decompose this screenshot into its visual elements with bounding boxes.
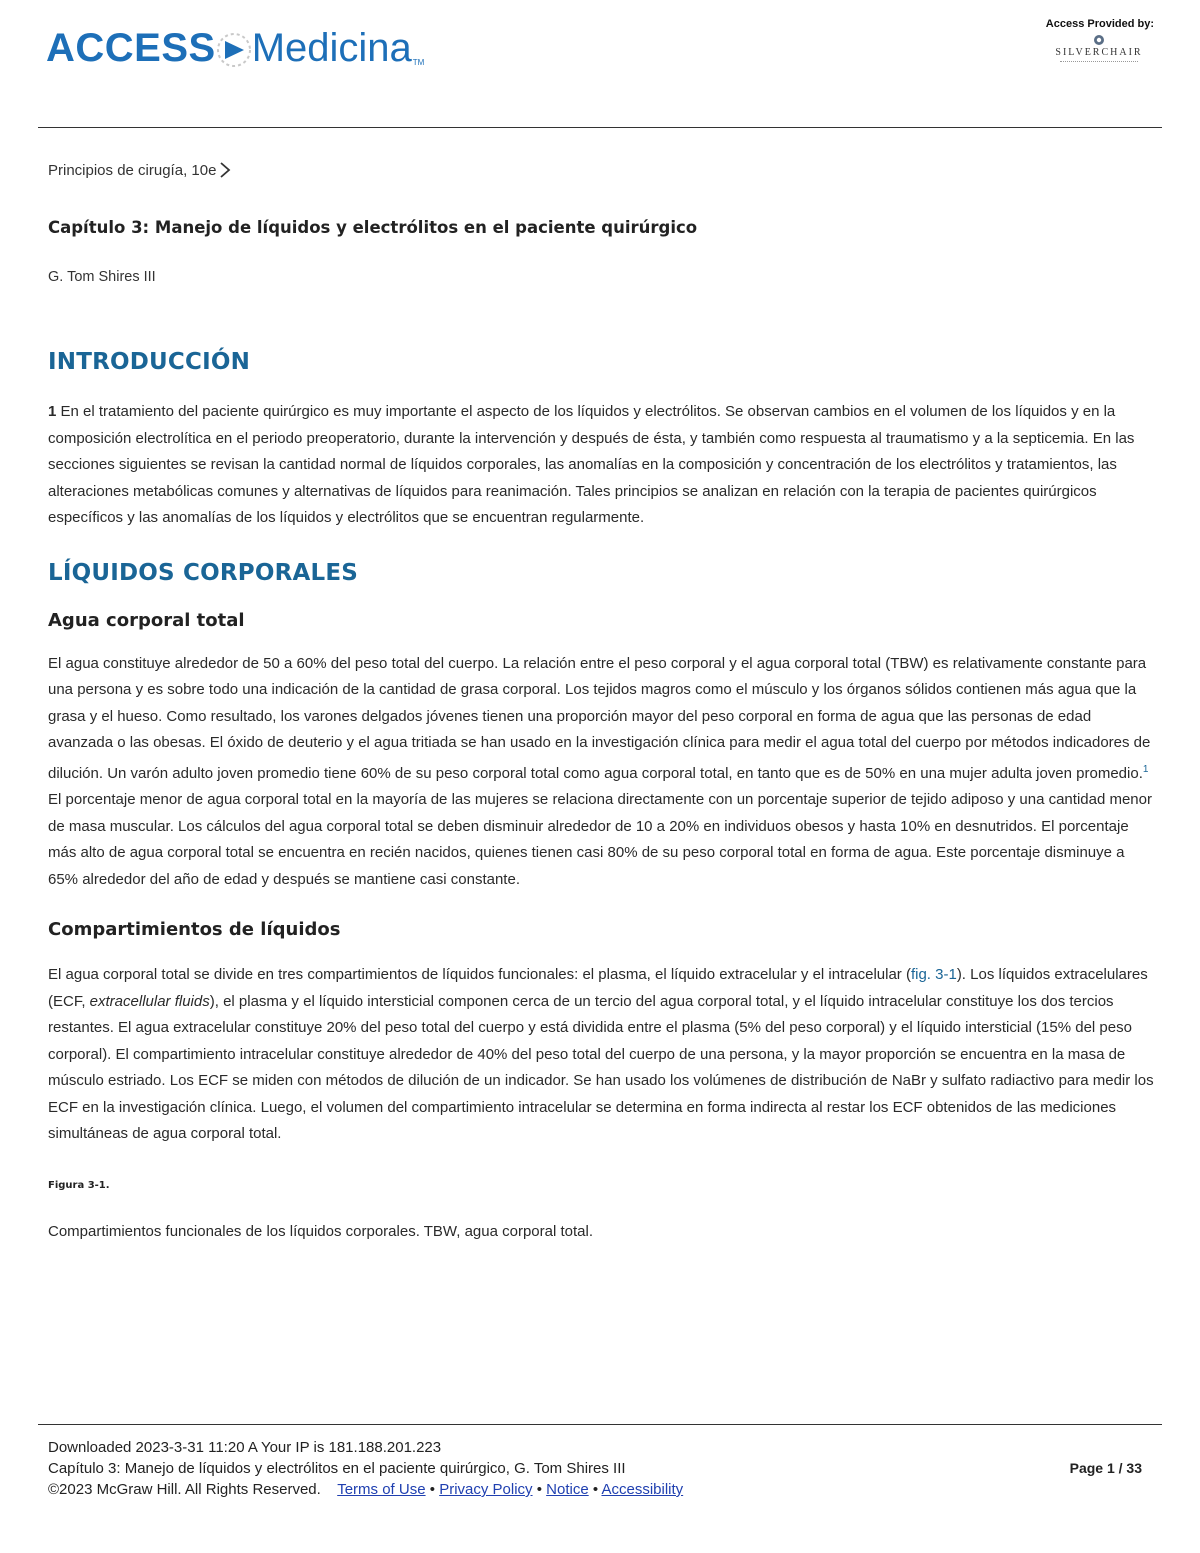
header-divider (38, 127, 1162, 128)
access-provided-by (1044, 18, 1154, 64)
subheading-compartimientos: Compartimientos de líquidos (48, 919, 341, 940)
breadcrumb[interactable] (48, 150, 1158, 190)
subheading-agua-corporal-total: Agua corporal total (48, 609, 245, 631)
section-heading-liquidos-corporales: LÍQUIDOS CORPORALES (48, 559, 359, 586)
figure-link[interactable]: fig. 3-1 (910, 966, 957, 983)
page-footer (48, 1437, 1152, 1500)
paragraph-agua-corporal-total (48, 651, 1158, 894)
key-point-number: 1 (48, 403, 57, 420)
section-heading-introduccion: INTRODUCCIÓN (48, 349, 251, 375)
accessibility-link[interactable]: Accessibility (601, 1481, 684, 1498)
logo-access-text: ACCESS (46, 26, 216, 70)
main-content (48, 150, 1158, 1240)
breadcrumb-book[interactable]: Principios de cirugía, 10e (48, 161, 217, 179)
chapter-title: Capítulo 3: Manejo de líquidos y electrólitos en el paciente quirúrgico (48, 218, 698, 237)
notice-link[interactable]: Notice (546, 1481, 589, 1498)
intro-text: En el tratamiento del paciente quirúrgico es muy importante el aspecto de los líquidos y electrólitos. Se observan cambios en el volumen de los líquidos y en la composición electrolítica en el periodo preoperatorio, durante la intervención y después de ésta, y también como respuesta al traumatismo y a la septicemia. En las secciones siguientes se revisan la cantidad normal de líquidos corporales, las anomalías en la composición y concentración de los electrólitos y tratamientos, las alteraciones metabólicas comunes y alternativas de líquidos para reanimación. Tales principios se analizan en relación con la terapia de pacientes quirúrgicos específicos y las anomalías de los líquidos y electrólitos que se encuentran regularmente. (48, 403, 1135, 526)
provided-by-label: Access Provided by: (1045, 18, 1154, 30)
chapter-author: G. Tom Shires III (48, 269, 156, 285)
paragraph-introduccion (48, 399, 1158, 532)
footer-divider (38, 1424, 1162, 1425)
figure-label: Figura 3-1. (48, 1179, 110, 1191)
footer-separator: • (592, 1481, 599, 1498)
logo-medicina-text: Medicina (251, 26, 412, 70)
footer-copyright-row (48, 1479, 1152, 1500)
agua-text-b: El porcentaje menor de agua corporal total en la mayoría de las mujeres se relaciona directamente con un porcentaje superior de tejido adiposo y una cantidad menor de masa muscular. Los cálculos del agua corporal total se deben disminuir alrededor de 10 a 20% en individuos obesos y hasta 10% en desnutridos. El porcentaje más alto de agua corporal total se encuentra en recién nacidos, quienes tienen casi 80% de su peso corporal total en forma de agua. Este porcentaje disminuye a 65% alrededor del año de edad y después se mantiene casi constante. (48, 791, 1152, 888)
logo-arrow-icon (216, 22, 252, 74)
provider-tagline-line (1060, 61, 1138, 64)
figure-caption: Compartimientos funcionales de los líquidos corporales. TBW, agua corporal total. (48, 1222, 594, 1240)
footer-separator: • (536, 1481, 542, 1498)
comp-text-b: ). Los líquidos extracelulares (ECF, (48, 966, 1148, 1010)
paragraph-compartimientos (48, 962, 1158, 1148)
copyright-text: ©2023 McGraw Hill. All Rights Reserved. (48, 1481, 321, 1498)
footer-separator: • (429, 1481, 436, 1498)
reference-link-1[interactable]: 1 (1142, 763, 1149, 775)
download-info: Downloaded 2023-3-31 11:20 A Your IP is 181.188.201.223 (48, 1439, 442, 1456)
page-number: Page 1 / 33 (1069, 1460, 1142, 1476)
logo-trademark: TM (412, 58, 425, 67)
agua-text-a: El agua constituye alrededor de 50 a 60% del peso total del cuerpo. La relación entre el peso corporal y el agua corporal total (TBW) es relativamente constante para una persona y es sobre todo una indicación de la cantidad de grasa corporal. Los tejidos magros como el músculo y los órganos sólidos contienen más agua que la grasa y el hueso. Como resultado, los varones delgados jóvenes tienen una proporción mayor del peso corporal en forma de agua que las personas de edad avanzada o las obesas. El óxido de deuterio y el agua tritiada se han usado en la investigación clínica para medir el agua total del cuerpo por métodos indicadores de dilución. Un varón adulto joven promedio tiene 60% de su peso corporal total como agua corporal total, en tanto que es de 50% en una mujer adulta joven promedio. (48, 654, 1151, 782)
provider-name: SILVERCHAIR (1055, 47, 1143, 58)
chevron-right-icon (218, 161, 232, 179)
footer-chapter-line: Capítulo 3: Manejo de líquidos y electrólitos en el paciente quirúrgico, G. Tom Shires III (48, 1460, 626, 1477)
privacy-policy-link[interactable]: Privacy Policy (439, 1481, 533, 1498)
accessmedicina-logo[interactable] (46, 22, 424, 82)
terms-of-use-link[interactable]: Terms of Use (337, 1481, 426, 1498)
page-header (0, 0, 1200, 128)
comp-italic-term: extracellular fluids (89, 992, 210, 1010)
provider-seal-icon (1093, 33, 1105, 45)
comp-text-a: El agua corporal total se divide en tres compartimientos de líquidos funcionales: el plasma, el líquido extracelular y el intracelular ( (48, 966, 911, 983)
comp-text-c: ), el plasma y el líquido intersticial componen cerca de un tercio del agua corporal total, y el líquido intracelular constituye los dos tercios restantes. El agua extracelular constituye 20% del peso total del cuerpo y está dividida entre el plasma (5% del peso corporal) y el líquido intersticial (15% del peso corporal). El compartimiento intracelular constituye alrededor de 40% del peso total del cuerpo de una persona, y la mayor proporción se encuentra en la masa de músculo estriado. Los ECF se miden con métodos de dilución de un indicador. Se han usado los volúmenes de distribución de NaBr y sulfato radiactivo para medir los ECF en la investigación clínica. Luego, el volumen del compartimiento intracelular se determina en forma indirecta al restar los ECF obtenidos de las mediciones simultáneas de agua corporal total. (48, 992, 1154, 1142)
